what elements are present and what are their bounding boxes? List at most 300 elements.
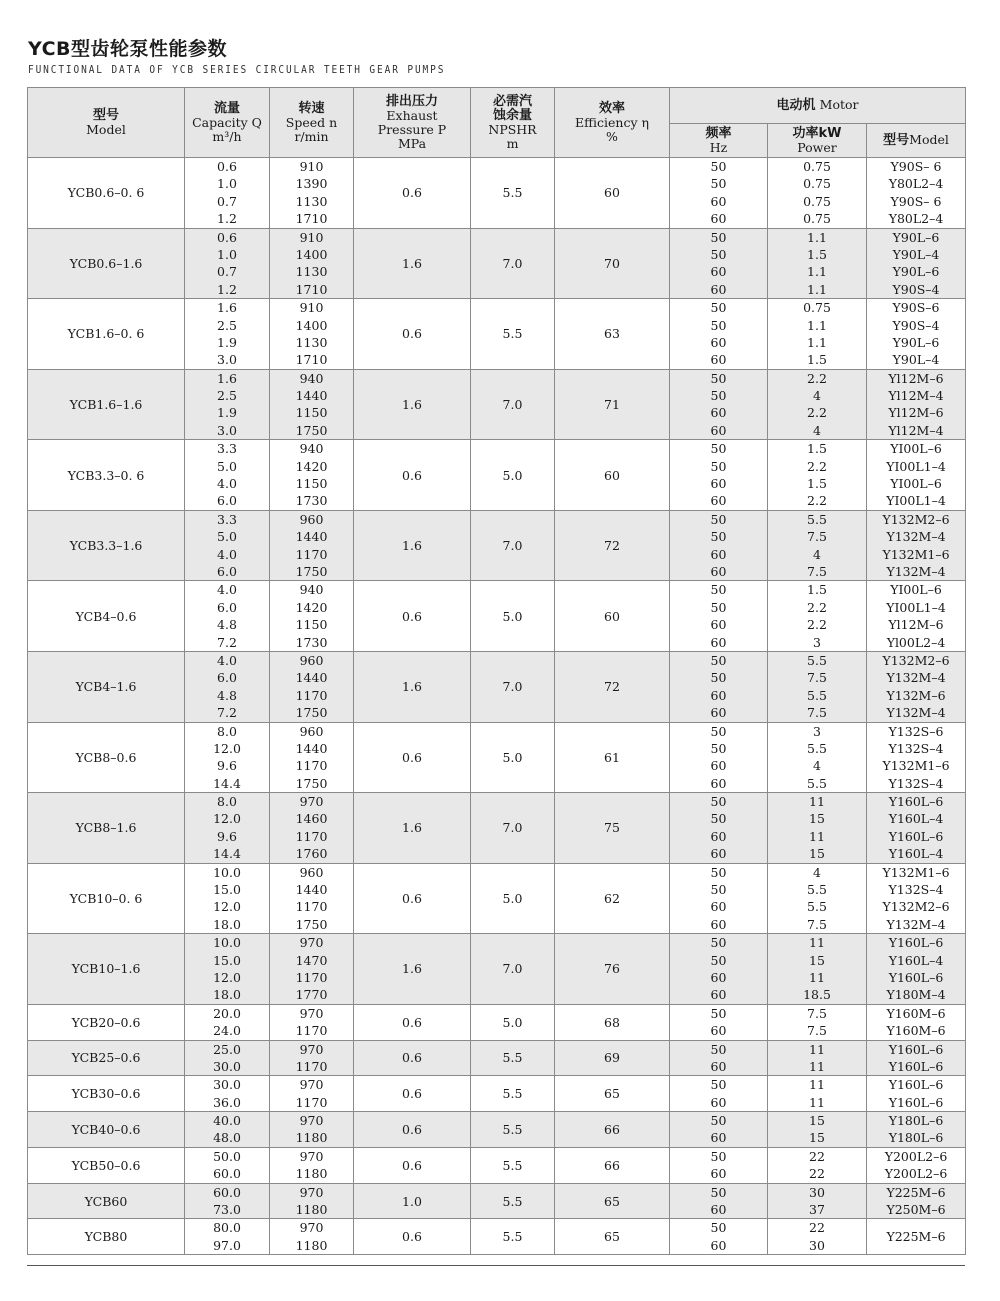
speed-cell-value: 1170 bbox=[295, 1023, 328, 1039]
frequency-cell-value: 50 bbox=[710, 1077, 727, 1093]
capacity-cell-value: 30.0 bbox=[213, 1058, 241, 1074]
power-cell-value: 5.5 bbox=[807, 775, 827, 791]
speed-cell-value: 1750 bbox=[295, 705, 328, 721]
motor-model-cell-value: Y132M–4 bbox=[886, 563, 946, 579]
capacity-cell-value: 4.0 bbox=[217, 582, 237, 598]
speed-cell bbox=[270, 369, 354, 440]
motor-model-cell-value: Y90S–6 bbox=[892, 300, 940, 316]
power-cell-value: 5.5 bbox=[807, 899, 827, 915]
frequency-cell-value: 60 bbox=[710, 687, 727, 703]
power-cell-value: 0.75 bbox=[803, 176, 831, 192]
frequency-cell-value: 60 bbox=[710, 634, 727, 650]
frequency-cell-value: 50 bbox=[710, 670, 727, 686]
capacity-cell-value: 4.0 bbox=[217, 476, 237, 492]
pump-model-cell: YCB0.6–0. 6 bbox=[28, 158, 185, 229]
capacity-cell bbox=[185, 1076, 270, 1112]
motor-model-cell-value: Y225M–6 bbox=[886, 1184, 946, 1200]
npshr-cell: 5.5 bbox=[471, 1040, 555, 1076]
frequency-cell bbox=[670, 510, 768, 581]
motor-model-cell bbox=[867, 1219, 966, 1255]
frequency-cell bbox=[670, 1004, 768, 1040]
motor-model-cell-value: Y132M–4 bbox=[886, 670, 946, 686]
motor-model-cell-value: Y132M1–6 bbox=[882, 546, 950, 562]
speed-cell-value: 1170 bbox=[295, 1094, 328, 1110]
capacity-cell bbox=[185, 934, 270, 1005]
speed-cell-value: 960 bbox=[299, 864, 324, 880]
speed-cell-value: 1130 bbox=[295, 193, 328, 209]
speed-cell bbox=[270, 299, 354, 370]
efficiency-cell: 75 bbox=[555, 793, 670, 864]
frequency-cell-value: 60 bbox=[710, 916, 727, 932]
power-cell-value: 1.5 bbox=[807, 441, 827, 457]
speed-cell-value: 960 bbox=[299, 511, 324, 527]
frequency-cell-value: 50 bbox=[710, 1005, 727, 1021]
frequency-cell-value: 60 bbox=[710, 405, 727, 421]
table-row bbox=[28, 793, 966, 864]
motor-model-cell bbox=[867, 863, 966, 934]
efficiency-cell: 62 bbox=[555, 863, 670, 934]
efficiency-cell: 66 bbox=[555, 1112, 670, 1148]
npshr-cell: 5.0 bbox=[471, 581, 555, 652]
speed-cell-value: 1710 bbox=[295, 352, 328, 368]
motor-model-cell-value: Y80L2–4 bbox=[888, 211, 944, 227]
power-cell-value: 4 bbox=[813, 388, 821, 404]
capacity-cell-value: 14.4 bbox=[213, 775, 241, 791]
power-cell-value: 5.5 bbox=[807, 882, 827, 898]
pump-model-cell: YCB10–1.6 bbox=[28, 934, 185, 1005]
table-row bbox=[28, 934, 966, 1005]
efficiency-cell: 68 bbox=[555, 1004, 670, 1040]
motor-model-cell-value: Y90L–6 bbox=[892, 334, 940, 350]
frequency-cell-value: 50 bbox=[710, 811, 727, 827]
npshr-cell: 5.5 bbox=[471, 1219, 555, 1255]
efficiency-cell: 60 bbox=[555, 440, 670, 511]
table-body bbox=[28, 158, 966, 1255]
capacity-cell-value: 18.0 bbox=[213, 916, 241, 932]
power-cell bbox=[768, 651, 867, 722]
capacity-cell bbox=[185, 1004, 270, 1040]
capacity-cell-value: 1.9 bbox=[217, 405, 237, 421]
motor-model-cell-value: Y132M–4 bbox=[886, 705, 946, 721]
capacity-cell-value: 10.0 bbox=[213, 864, 241, 880]
power-cell-value: 0.75 bbox=[803, 193, 831, 209]
power-cell bbox=[768, 1076, 867, 1112]
capacity-cell-value: 3.0 bbox=[217, 352, 237, 368]
motor-model-cell-value: YI00L–6 bbox=[890, 441, 942, 457]
pump-model-cell: YCB60 bbox=[28, 1183, 185, 1219]
frequency-cell-value: 60 bbox=[710, 193, 727, 209]
motor-model-cell-value: Y132S–4 bbox=[888, 882, 944, 898]
capacity-cell-value: 50.0 bbox=[213, 1148, 241, 1164]
frequency-cell-value: 50 bbox=[710, 159, 727, 174]
frequency-cell-value: 60 bbox=[710, 1237, 727, 1253]
speed-cell-value: 1710 bbox=[295, 281, 328, 297]
pressure-cell: 0.6 bbox=[354, 158, 471, 229]
speed-cell-value: 1150 bbox=[295, 617, 328, 633]
npshr-cell: 5.0 bbox=[471, 440, 555, 511]
power-cell bbox=[768, 1040, 867, 1076]
npshr-cell: 7.0 bbox=[471, 793, 555, 864]
speed-cell-value: 1470 bbox=[295, 952, 328, 968]
power-cell-value: 2.2 bbox=[807, 405, 827, 421]
frequency-cell bbox=[670, 1112, 768, 1148]
power-cell-value: 11 bbox=[809, 828, 825, 844]
speed-cell-value: 1440 bbox=[295, 740, 328, 756]
table-row bbox=[28, 1004, 966, 1040]
table-row bbox=[28, 369, 966, 440]
pump-model-cell: YCB50–0.6 bbox=[28, 1147, 185, 1183]
speed-cell-value: 970 bbox=[299, 1113, 324, 1129]
power-cell-value: 18.5 bbox=[803, 987, 831, 1003]
frequency-cell-value: 60 bbox=[710, 1023, 727, 1039]
speed-cell-value: 1750 bbox=[295, 916, 328, 932]
speed-cell bbox=[270, 158, 354, 229]
pressure-cell: 0.6 bbox=[354, 1004, 471, 1040]
frequency-cell-value: 50 bbox=[710, 794, 727, 810]
capacity-cell bbox=[185, 793, 270, 864]
power-cell-value: 2.2 bbox=[807, 370, 827, 386]
efficiency-cell: 65 bbox=[555, 1219, 670, 1255]
motor-model-cell-value: Y132M–4 bbox=[886, 916, 946, 932]
speed-cell-value: 1750 bbox=[295, 775, 328, 791]
motor-model-cell-value: Yl00L2–4 bbox=[886, 634, 946, 650]
capacity-cell-value: 1.2 bbox=[217, 281, 237, 297]
npshr-cell: 7.0 bbox=[471, 228, 555, 299]
capacity-cell-value: 3.0 bbox=[217, 422, 237, 438]
capacity-cell-value: 60.0 bbox=[213, 1184, 241, 1200]
speed-cell-value: 970 bbox=[299, 794, 324, 810]
frequency-cell-value: 50 bbox=[710, 1113, 727, 1129]
capacity-cell-value: 1.0 bbox=[217, 176, 237, 192]
header-pressure: 排出压力 Exhaust Pressure P MPa bbox=[354, 88, 471, 158]
motor-model-cell-value: Yl12M–4 bbox=[888, 422, 944, 438]
pump-model-cell: YCB40–0.6 bbox=[28, 1112, 185, 1148]
power-cell bbox=[768, 1183, 867, 1219]
header-speed: 转速 Speed n r/min bbox=[270, 88, 354, 158]
power-cell bbox=[768, 1112, 867, 1148]
speed-cell-value: 970 bbox=[299, 1220, 324, 1236]
frequency-cell-value: 60 bbox=[710, 846, 727, 862]
page-title: YCB型齿轮泵性能参数 bbox=[28, 38, 228, 60]
npshr-cell: 5.0 bbox=[471, 722, 555, 793]
frequency-cell-value: 50 bbox=[710, 458, 727, 474]
npshr-cell: 5.5 bbox=[471, 1147, 555, 1183]
frequency-cell bbox=[670, 793, 768, 864]
frequency-cell bbox=[670, 440, 768, 511]
frequency-cell-value: 50 bbox=[710, 317, 727, 333]
efficiency-cell: 60 bbox=[555, 158, 670, 229]
frequency-cell-value: 50 bbox=[710, 1041, 727, 1057]
power-cell-value: 11 bbox=[809, 969, 825, 985]
pump-model-cell: YCB4–0.6 bbox=[28, 581, 185, 652]
frequency-cell-value: 60 bbox=[710, 281, 727, 297]
table-row bbox=[28, 1219, 966, 1255]
pressure-cell: 1.6 bbox=[354, 228, 471, 299]
page-subtitle: FUNCTIONAL DATA OF YCB SERIES CIRCULAR TEETH GEAR PUMPS bbox=[28, 63, 446, 76]
frequency-cell-value: 60 bbox=[710, 617, 727, 633]
power-cell bbox=[768, 722, 867, 793]
capacity-cell-value: 4.8 bbox=[217, 617, 237, 633]
speed-cell bbox=[270, 1147, 354, 1183]
power-cell-value: 1.5 bbox=[807, 352, 827, 368]
capacity-cell-value: 0.6 bbox=[217, 159, 237, 174]
frequency-cell-value: 60 bbox=[710, 705, 727, 721]
motor-model-cell-value: Y225M–6 bbox=[886, 1229, 946, 1245]
pressure-cell: 0.6 bbox=[354, 1219, 471, 1255]
frequency-cell bbox=[670, 581, 768, 652]
frequency-cell-value: 60 bbox=[710, 546, 727, 562]
capacity-cell-value: 4.0 bbox=[217, 652, 237, 668]
frequency-cell-value: 60 bbox=[710, 1202, 727, 1218]
power-cell-value: 1.5 bbox=[807, 582, 827, 598]
capacity-cell-value: 4.0 bbox=[217, 546, 237, 562]
motor-model-cell-value: Y80L2–4 bbox=[888, 176, 944, 192]
table-row bbox=[28, 581, 966, 652]
capacity-cell-value: 40.0 bbox=[213, 1113, 241, 1129]
power-cell-value: 11 bbox=[809, 1094, 825, 1110]
pump-model-cell: YCB4–1.6 bbox=[28, 651, 185, 722]
speed-cell-value: 1390 bbox=[295, 176, 328, 192]
pump-model-cell: YCB30–0.6 bbox=[28, 1076, 185, 1112]
motor-model-cell-value: Y160L–4 bbox=[888, 846, 944, 862]
frequency-cell-value: 50 bbox=[710, 935, 727, 951]
power-cell-value: 7.5 bbox=[807, 1023, 827, 1039]
speed-cell-value: 1130 bbox=[295, 334, 328, 350]
table-row bbox=[28, 158, 966, 229]
frequency-cell-value: 50 bbox=[710, 246, 727, 262]
power-cell-value: 2.2 bbox=[807, 493, 827, 509]
speed-cell-value: 1730 bbox=[295, 493, 328, 509]
speed-cell-value: 1730 bbox=[295, 634, 328, 650]
performance-table bbox=[27, 87, 966, 1255]
frequency-cell-value: 50 bbox=[710, 1220, 727, 1236]
speed-cell-value: 1440 bbox=[295, 529, 328, 545]
motor-model-cell-value: Y132S–6 bbox=[888, 723, 944, 739]
speed-cell-value: 1130 bbox=[295, 264, 328, 280]
pump-model-cell: YCB3.3–1.6 bbox=[28, 510, 185, 581]
pressure-cell: 0.6 bbox=[354, 440, 471, 511]
speed-cell-value: 1170 bbox=[295, 899, 328, 915]
motor-model-cell-value: Y160L–6 bbox=[888, 1058, 944, 1074]
motor-model-cell-value: Y160L–6 bbox=[888, 935, 944, 951]
header-motor: 电动机 Motor bbox=[670, 88, 966, 124]
header-power: 功率kW Power bbox=[768, 124, 867, 158]
pressure-cell: 1.6 bbox=[354, 651, 471, 722]
capacity-cell-value: 2.5 bbox=[217, 317, 237, 333]
speed-cell bbox=[270, 1040, 354, 1076]
frequency-cell-value: 50 bbox=[710, 740, 727, 756]
motor-model-cell bbox=[867, 510, 966, 581]
capacity-cell-value: 36.0 bbox=[213, 1094, 241, 1110]
motor-model-cell-value: Y132M2–6 bbox=[882, 652, 950, 668]
speed-cell bbox=[270, 581, 354, 652]
capacity-cell-value: 6.0 bbox=[217, 599, 237, 615]
power-cell-value: 5.5 bbox=[807, 687, 827, 703]
frequency-cell-value: 50 bbox=[710, 599, 727, 615]
power-cell-value: 22 bbox=[809, 1148, 825, 1164]
power-cell-value: 4 bbox=[813, 864, 821, 880]
table-row bbox=[28, 299, 966, 370]
power-cell-value: 30 bbox=[809, 1184, 825, 1200]
table-row bbox=[28, 1183, 966, 1219]
pressure-cell: 0.6 bbox=[354, 722, 471, 793]
capacity-cell bbox=[185, 581, 270, 652]
capacity-cell-value: 0.6 bbox=[217, 229, 237, 245]
table-row bbox=[28, 863, 966, 934]
npshr-cell: 5.5 bbox=[471, 1076, 555, 1112]
speed-cell-value: 1170 bbox=[295, 1058, 328, 1074]
efficiency-cell: 61 bbox=[555, 722, 670, 793]
efficiency-cell: 70 bbox=[555, 228, 670, 299]
capacity-cell bbox=[185, 863, 270, 934]
frequency-cell-value: 60 bbox=[710, 758, 727, 774]
frequency-cell-value: 60 bbox=[710, 1094, 727, 1110]
power-cell-value: 5.5 bbox=[807, 740, 827, 756]
frequency-cell-value: 60 bbox=[710, 1058, 727, 1074]
power-cell-value: 2.2 bbox=[807, 617, 827, 633]
speed-cell-value: 1170 bbox=[295, 687, 328, 703]
table-row bbox=[28, 1076, 966, 1112]
frequency-cell-value: 50 bbox=[710, 723, 727, 739]
frequency-cell bbox=[670, 1183, 768, 1219]
motor-model-cell-value: Y132M1–6 bbox=[882, 758, 950, 774]
capacity-cell-value: 48.0 bbox=[213, 1130, 241, 1146]
motor-model-cell bbox=[867, 1112, 966, 1148]
motor-model-cell bbox=[867, 440, 966, 511]
capacity-cell-value: 8.0 bbox=[217, 723, 237, 739]
motor-model-cell-value: Y132S–4 bbox=[888, 740, 944, 756]
speed-cell bbox=[270, 440, 354, 511]
speed-cell bbox=[270, 1112, 354, 1148]
power-cell-value: 30 bbox=[809, 1237, 825, 1253]
power-cell-value: 22 bbox=[809, 1220, 825, 1236]
power-cell bbox=[768, 1219, 867, 1255]
capacity-cell-value: 97.0 bbox=[213, 1237, 241, 1253]
power-cell-value: 15 bbox=[809, 1113, 825, 1129]
pump-model-cell: YCB8–0.6 bbox=[28, 722, 185, 793]
motor-model-cell bbox=[867, 158, 966, 229]
table-row bbox=[28, 1112, 966, 1148]
power-cell-value: 5.5 bbox=[807, 652, 827, 668]
capacity-cell-value: 80.0 bbox=[213, 1220, 241, 1236]
capacity-cell-value: 12.0 bbox=[213, 899, 241, 915]
speed-cell bbox=[270, 863, 354, 934]
capacity-cell-value: 1.2 bbox=[217, 211, 237, 227]
motor-model-cell bbox=[867, 581, 966, 652]
power-cell bbox=[768, 863, 867, 934]
speed-cell-value: 1170 bbox=[295, 969, 328, 985]
power-cell-value: 7.5 bbox=[807, 670, 827, 686]
motor-model-cell-value: Y160L–6 bbox=[888, 1077, 944, 1093]
power-cell bbox=[768, 793, 867, 864]
power-cell-value: 11 bbox=[809, 794, 825, 810]
frequency-cell-value: 50 bbox=[710, 529, 727, 545]
power-cell-value: 37 bbox=[809, 1202, 825, 1218]
speed-cell-value: 1150 bbox=[295, 405, 328, 421]
pressure-cell: 1.6 bbox=[354, 510, 471, 581]
frequency-cell bbox=[670, 299, 768, 370]
motor-model-cell-value: Y160L–6 bbox=[888, 794, 944, 810]
frequency-cell-value: 50 bbox=[710, 882, 727, 898]
capacity-cell bbox=[185, 228, 270, 299]
pump-model-cell: YCB1.6–1.6 bbox=[28, 369, 185, 440]
frequency-cell-value: 50 bbox=[710, 370, 727, 386]
speed-cell-value: 1180 bbox=[295, 1202, 328, 1218]
capacity-cell-value: 0.7 bbox=[217, 264, 237, 280]
header-frequency: 频率 Hz bbox=[670, 124, 768, 158]
speed-cell-value: 1420 bbox=[295, 458, 328, 474]
capacity-cell-value: 12.0 bbox=[213, 969, 241, 985]
speed-cell bbox=[270, 1219, 354, 1255]
pressure-cell: 0.6 bbox=[354, 1076, 471, 1112]
power-cell-value: 0.75 bbox=[803, 300, 831, 316]
speed-cell-value: 1420 bbox=[295, 599, 328, 615]
motor-model-cell-value: Y132M2–6 bbox=[882, 899, 950, 915]
power-cell-value: 1.1 bbox=[807, 317, 827, 333]
motor-model-cell-value: Y160L–6 bbox=[888, 969, 944, 985]
speed-cell-value: 910 bbox=[299, 159, 324, 174]
capacity-cell bbox=[185, 1219, 270, 1255]
capacity-cell-value: 0.7 bbox=[217, 193, 237, 209]
motor-model-cell-value: YI00L–6 bbox=[890, 582, 942, 598]
frequency-cell-value: 50 bbox=[710, 441, 727, 457]
header-efficiency: 效率 Efficiency η % bbox=[555, 88, 670, 158]
power-cell-value: 2.2 bbox=[807, 599, 827, 615]
table-row bbox=[28, 651, 966, 722]
frequency-cell-value: 50 bbox=[710, 1148, 727, 1164]
motor-model-cell-value: Y90L–4 bbox=[892, 246, 940, 262]
motor-model-cell-value: Y90S– 6 bbox=[890, 159, 942, 174]
speed-cell-value: 1440 bbox=[295, 388, 328, 404]
motor-model-cell-value: Yl12M–6 bbox=[888, 405, 944, 421]
motor-model-cell-value: Y180M–4 bbox=[886, 987, 946, 1003]
speed-cell bbox=[270, 228, 354, 299]
power-cell-value: 0.75 bbox=[803, 159, 831, 174]
power-cell bbox=[768, 581, 867, 652]
capacity-cell-value: 6.0 bbox=[217, 563, 237, 579]
speed-cell-value: 1460 bbox=[295, 811, 328, 827]
speed-cell-value: 910 bbox=[299, 229, 324, 245]
speed-cell-value: 1150 bbox=[295, 476, 328, 492]
capacity-cell-value: 18.0 bbox=[213, 987, 241, 1003]
capacity-cell bbox=[185, 651, 270, 722]
motor-model-cell-value: Y90S– 6 bbox=[890, 193, 942, 209]
motor-model-cell bbox=[867, 1147, 966, 1183]
speed-cell bbox=[270, 722, 354, 793]
frequency-cell bbox=[670, 228, 768, 299]
npshr-cell: 7.0 bbox=[471, 369, 555, 440]
power-cell-value: 11 bbox=[809, 1041, 825, 1057]
speed-cell-value: 1440 bbox=[295, 670, 328, 686]
frequency-cell bbox=[670, 369, 768, 440]
motor-model-cell-value: YI00L1–4 bbox=[886, 493, 946, 509]
speed-cell-value: 1750 bbox=[295, 563, 328, 579]
power-cell-value: 2.2 bbox=[807, 458, 827, 474]
frequency-cell-value: 60 bbox=[710, 352, 727, 368]
motor-model-cell-value: Y180L–6 bbox=[888, 1113, 944, 1129]
power-cell-value: 11 bbox=[809, 1077, 825, 1093]
frequency-cell-value: 50 bbox=[710, 582, 727, 598]
frequency-cell bbox=[670, 158, 768, 229]
capacity-cell-value: 15.0 bbox=[213, 952, 241, 968]
capacity-cell-value: 7.2 bbox=[217, 634, 237, 650]
frequency-cell bbox=[670, 1147, 768, 1183]
frequency-cell bbox=[670, 651, 768, 722]
power-cell bbox=[768, 369, 867, 440]
pressure-cell: 0.6 bbox=[354, 1147, 471, 1183]
efficiency-cell: 76 bbox=[555, 934, 670, 1005]
motor-model-cell bbox=[867, 793, 966, 864]
